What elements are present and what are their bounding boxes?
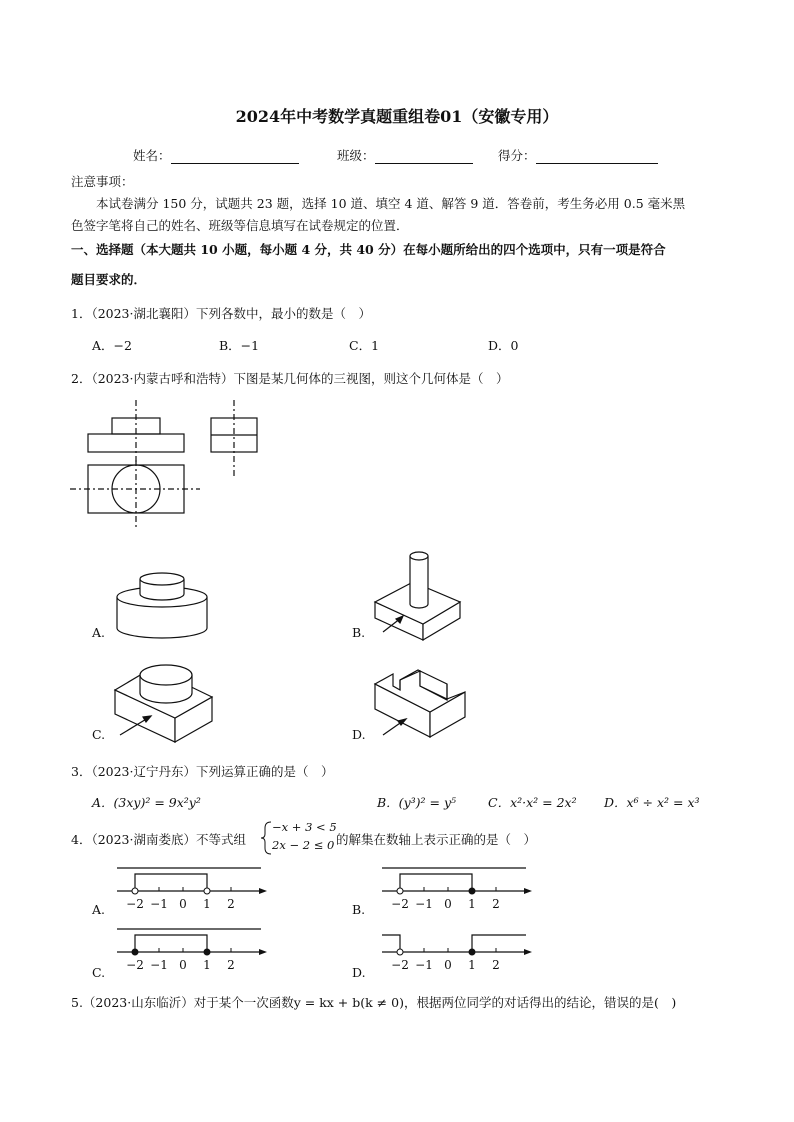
q3-option-c[interactable]: C．x²·x² = 2x² (488, 795, 577, 810)
q4-option-d-label[interactable]: D. (352, 965, 366, 980)
number-line-d-endpoint-left (397, 949, 403, 955)
number-line-b-endpoint-right (469, 888, 475, 894)
notice-line-2: 色签字笔将自己的姓名、班级等信息填写在试卷规定的位置． (71, 218, 409, 233)
number-line-b-tick-label: 2 (492, 897, 500, 911)
number-line-c-tick-label: −1 (150, 958, 168, 972)
number-line-a-arrow-icon (259, 888, 267, 894)
number-line-a-tick-label: 0 (179, 897, 187, 911)
number-line-d-left-ray (382, 935, 400, 952)
number-line-c-tick-label: −2 (126, 958, 144, 972)
q2-option-d-label[interactable]: D. (352, 727, 366, 742)
number-line-a-tick-label: 2 (227, 897, 235, 911)
number-line-d-tick-label: 2 (492, 958, 500, 972)
number-line-c-solution-span (135, 935, 207, 952)
number-line-c-endpoint-left (132, 949, 138, 955)
name-label: 姓名： (133, 148, 171, 163)
question-4-stem-pre: 4．（2023·湖南娄底）不等式组 (71, 832, 246, 847)
number-line-d-tick-label: 1 (468, 958, 476, 972)
number-line-a-tick-label: 1 (203, 897, 211, 911)
number-line-b-solution-span (400, 874, 472, 891)
page-title: 2024年中考数学真题重组卷01（安徽专用） (235, 107, 559, 126)
q2-option-b-label[interactable]: B. (352, 625, 366, 640)
class-label: 班级： (337, 148, 375, 163)
question-4-stem-post: 的解集在数轴上表示正确的是（ ） (336, 832, 537, 847)
section-heading-line-1: 一、选择题（本大题共 10 小题，每小题 4 分，共 40 分）在每小题所给出的四个选项中，只有一项是符合 (71, 242, 666, 257)
number-line-a-endpoint-left (132, 888, 138, 894)
number-line-b-tick-label: 1 (468, 897, 476, 911)
q4-option-c-label[interactable]: C. (92, 965, 106, 980)
q1-option-d[interactable]: D．0 (488, 338, 519, 353)
number-line-b-arrow-icon (524, 888, 532, 894)
q1-option-b[interactable]: B．−1 (219, 338, 260, 353)
question-3-stem: 3．（2023·辽宁丹东）下列运算正确的是（ ） (71, 764, 334, 779)
notice-line-1: 本试卷满分 150 分，试题共 23 题，选择 10 道、填空 4 道、解答 9 道．答卷前，考生务必用 0.5 毫米黑 (96, 196, 686, 211)
q2-option-c-label[interactable]: C. (92, 727, 106, 742)
number-line-b-tick-label: 0 (444, 897, 452, 911)
q4-option-b-label[interactable]: B. (352, 902, 366, 917)
number-line-c-tick-label: 2 (227, 958, 235, 972)
number-line-a-tick-label: −2 (126, 897, 144, 911)
number-line-d-tick-label: −1 (415, 958, 433, 972)
number-line-d-endpoint-right (469, 949, 475, 955)
number-line-b-tick-label: −1 (415, 897, 433, 911)
question-2-stem: 2．（2023·内蒙古呼和浩特）下图是某几何体的三视图，则这个几何体是（ ） (71, 371, 509, 386)
q3-option-b[interactable]: B．(y³)² = y⁵ (377, 795, 457, 810)
question-1-stem: 1．（2023·湖北襄阳）下列各数中，最小的数是（ ） (71, 306, 371, 321)
number-line-a-endpoint-right (204, 888, 210, 894)
number-line-c-arrow-icon (259, 949, 267, 955)
number-line-d-arrow-icon (524, 949, 532, 955)
number-line-d-tick-label: 0 (444, 958, 452, 972)
q1-option-a[interactable]: A．−2 (92, 338, 132, 353)
system-inequality-1: −x + 3 < 5 (272, 820, 337, 834)
q3-option-a[interactable]: A．(3xy)² = 9x²y² (92, 795, 201, 810)
score-label: 得分： (498, 148, 536, 163)
number-line-a-tick-label: −1 (150, 897, 168, 911)
number-line-b-tick-label: −2 (391, 897, 409, 911)
section-heading-line-2: 题目要求的． (71, 272, 147, 287)
q3-option-d[interactable]: D．x⁶ ÷ x² = x³ (604, 795, 700, 810)
number-line-d-right-ray (472, 935, 526, 952)
q2-option-a-label[interactable]: A. (92, 625, 106, 640)
q1-option-c[interactable]: C．1 (349, 338, 380, 353)
number-line-c-tick-label: 0 (179, 958, 187, 972)
number-line-c-tick-label: 1 (203, 958, 211, 972)
number-line-c-endpoint-right (204, 949, 210, 955)
notice-heading: 注意事项： (71, 174, 134, 189)
system-inequality-2: 2x − 2 ≤ 0 (272, 838, 335, 852)
number-line-a-solution-span (135, 874, 207, 891)
q4-option-a-label[interactable]: A. (92, 902, 106, 917)
number-line-d-tick-label: −2 (391, 958, 409, 972)
question-5-stem: 5.（2023·山东临沂）对于某个一次函数y = kx + b(k ≠ 0)，根据两位同学的对话得出的结论，错误的是( ) (71, 995, 677, 1010)
number-line-b-endpoint-left (397, 888, 403, 894)
